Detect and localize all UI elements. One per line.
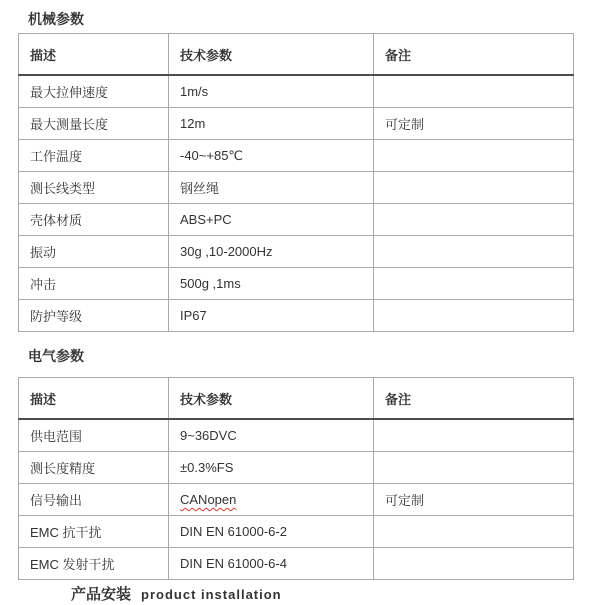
cell-remark: 可定制 (374, 484, 574, 516)
table-row (19, 236, 574, 268)
header-cell-remark: 备注 (374, 378, 574, 420)
header-cell-technical-parameter: 技术参数 (169, 34, 374, 76)
header-cell-technical-parameter: 技术参数 (169, 378, 374, 420)
table-row (19, 204, 574, 236)
cell-value: 30g ,10-2000Hz (169, 236, 374, 268)
section-title-mechanical: 机械参数 (28, 11, 84, 27)
table-row (19, 172, 574, 204)
cell-value: 500g ,1ms (169, 268, 374, 300)
cell-value: 12m (169, 108, 374, 140)
cell-remark (374, 516, 574, 548)
cell-description: 防护等级 (19, 300, 169, 332)
cell-value: ABS+PC (169, 204, 374, 236)
cell-value: DIN EN 61000-6-4 (169, 548, 374, 580)
electrical-parameters-table (18, 377, 574, 580)
cell-description: EMC 发射干扰 (19, 548, 169, 580)
mechanical-parameters-table (18, 33, 574, 332)
cell-description: 壳体材质 (19, 204, 169, 236)
table-row (19, 140, 574, 172)
cell-value: 钢丝绳 (169, 172, 374, 204)
table-row (19, 75, 574, 108)
cell-remark (374, 236, 574, 268)
table-row (19, 516, 574, 548)
cell-remark (374, 300, 574, 332)
spellcheck-underlined-text: CANopen (180, 492, 237, 507)
table-row (19, 108, 574, 140)
cell-value: IP67 (169, 300, 374, 332)
cell-value: -40~+85℃ (169, 140, 374, 172)
cell-remark (374, 452, 574, 484)
section-title-installation-partial (71, 584, 610, 605)
cell-description: 冲击 (19, 268, 169, 300)
header-cell-description: 描述 (19, 34, 169, 76)
table-header-row (19, 34, 574, 76)
table-row (19, 300, 574, 332)
cell-value: 9~36DVC (169, 419, 374, 452)
cell-description: 最大测量长度 (19, 108, 169, 140)
table-row (19, 548, 574, 580)
table-row (19, 452, 574, 484)
cell-remark (374, 75, 574, 108)
cell-description: EMC 抗干扰 (19, 516, 169, 548)
cell-value: 1m/s (169, 75, 374, 108)
cell-description: 最大拉伸速度 (19, 75, 169, 108)
cell-value (169, 484, 374, 516)
header-cell-description: 描述 (19, 378, 169, 420)
cell-description: 供电范围 (19, 419, 169, 452)
section-title-electrical: 电气参数 (28, 348, 84, 364)
cell-value: DIN EN 61000-6-2 (169, 516, 374, 548)
cell-remark (374, 548, 574, 580)
partial-heading-chinese: 产品安装 (71, 586, 132, 603)
cell-remark (374, 140, 574, 172)
table-header-row (19, 378, 574, 420)
cell-remark (374, 268, 574, 300)
cell-description: 工作温度 (19, 140, 169, 172)
cell-remark (374, 172, 574, 204)
table-row (19, 419, 574, 452)
table-row (19, 484, 574, 516)
table-row (19, 268, 574, 300)
cell-remark (374, 419, 574, 452)
cell-remark (374, 204, 574, 236)
cell-description: 测长线类型 (19, 172, 169, 204)
cell-description: 振动 (19, 236, 169, 268)
cell-value: ±0.3%FS (169, 452, 374, 484)
cell-remark: 可定制 (374, 108, 574, 140)
cell-description: 测长度精度 (19, 452, 169, 484)
partial-heading-english: product installation (141, 587, 282, 602)
header-cell-remark: 备注 (374, 34, 574, 76)
cell-description: 信号输出 (19, 484, 169, 516)
